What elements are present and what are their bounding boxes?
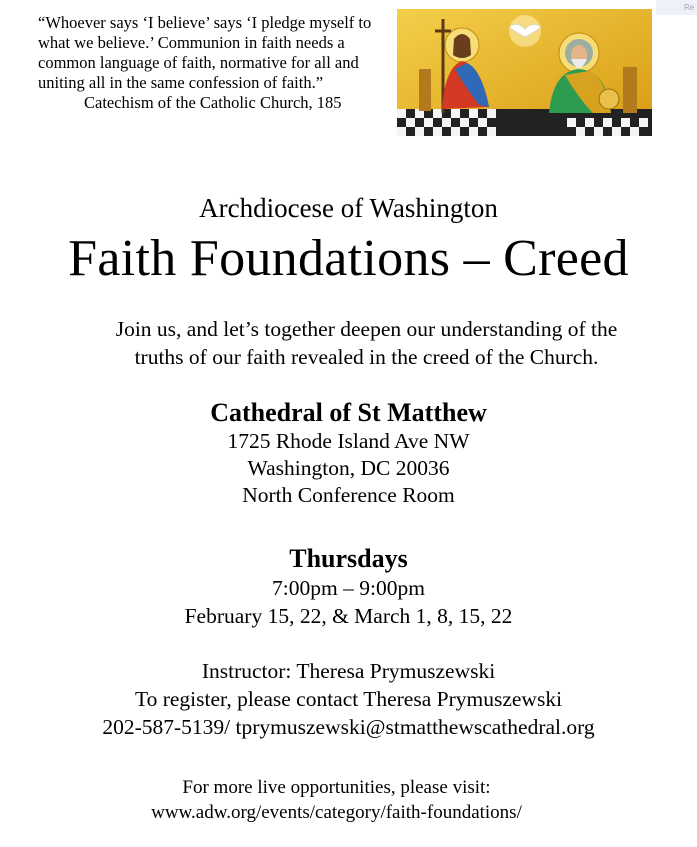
venue-room: North Conference Room [242,483,455,507]
instructor-line: Instructor: Theresa Prymuszewski [201,659,496,683]
checkered-floor [397,109,652,136]
contact-details[interactable]: 202-587-5139/ tprymuszewski@stmatthewscathedral.org [102,715,595,739]
schedule-day: Thursdays [289,544,408,573]
dove-icon [509,15,541,47]
more-info-text: For more live opportunities, please visit: [182,777,491,798]
schedule-dates: February 15, 22, & March 1, 8, 15, 22 [184,604,513,628]
venue-block [0,398,697,509]
quote-citation: Catechism of the Catholic Church, 185 [84,93,342,112]
trinity-icon [397,9,652,136]
more-info-block [0,775,685,825]
quote-text: “Whoever says ‘I believe’ says ‘I pledge myself to what we believe.’ Communion in faith needs a common language of faith, normative for all and uniting all in the same confession of faith.” [38,13,372,92]
intro-text [18,315,697,371]
venue-name: Cathedral of St Matthew [210,398,487,427]
schedule-block [0,544,697,630]
venue-city: Washington, DC 20036 [247,456,450,480]
intro-line-1: Join us, and let’s together deepen our understanding of the [115,317,618,341]
events-url-link[interactable]: www.adw.org/events/category/faith-foundations/ [151,802,522,823]
venue-street: 1725 Rhode Island Ave NW [227,429,470,453]
intro-line-2: truths of our faith revealed in the creed of the Church. [134,345,599,369]
page-title: Faith Foundations – Creed [68,230,629,287]
corner-tab[interactable]: Re [656,0,697,15]
schedule-time: 7:00pm – 9:00pm [272,576,425,600]
catechism-quote [38,13,388,113]
archdiocese-heading: Archdiocese of Washington [199,193,498,223]
contact-block [0,657,697,741]
register-line: To register, please contact Theresa Prymuszewski [134,687,563,711]
